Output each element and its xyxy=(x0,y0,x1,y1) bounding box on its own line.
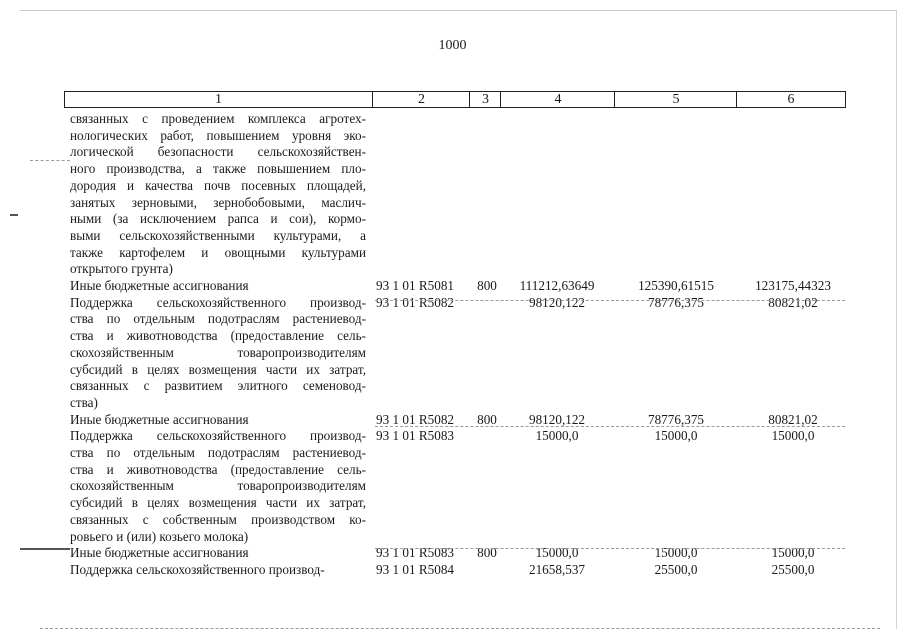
description-line: субсидий в целях возмещения части их затрат, xyxy=(70,495,366,511)
header-col-2: 2 xyxy=(372,92,470,107)
row-value-col4: 15000,0 xyxy=(535,545,579,561)
row-expense-type: 800 xyxy=(477,411,497,427)
description-line: скохозяйственным товаропроизводителям xyxy=(70,478,366,494)
row-description xyxy=(70,428,366,545)
row-code: 93 1 01 R5082 xyxy=(376,294,455,310)
header-col-3: 3 xyxy=(469,92,501,107)
scan-mark xyxy=(375,300,845,301)
row-description xyxy=(70,545,366,562)
description-line: дородия и качества почв посевных площадей, xyxy=(70,177,366,193)
row-value-col4: 15000,0 xyxy=(535,428,579,444)
header-col-6: 6 xyxy=(736,92,845,107)
row-code: 93 1 01 R5081 xyxy=(376,278,455,293)
description-line: открытого грунта) xyxy=(70,261,173,277)
description-line: ства по отдельным подотраслям растениевод- xyxy=(70,311,366,327)
scan-mark xyxy=(10,214,18,216)
description-line: Поддержка сельскохозяйственного производ- xyxy=(70,294,366,310)
row-value-col5: 125390,61515 xyxy=(638,278,714,293)
row-value-col4: 98120,122 xyxy=(528,294,586,310)
description-line: Иные бюджетные ассигнования xyxy=(70,545,249,561)
row-value-col5: 25500,0 xyxy=(654,561,698,577)
description-line: связанных с проведением комплекса агротех- xyxy=(70,111,366,126)
row-description xyxy=(70,562,366,579)
description-line: нологических работ, повышением уровня эко- xyxy=(70,127,366,143)
row-description xyxy=(70,412,366,429)
description-line: связанных с развитием элитного семеновод- xyxy=(70,378,366,394)
row-description xyxy=(70,111,366,278)
header-col-5: 5 xyxy=(614,92,737,107)
description-line: ства и животноводства (предоставление сель- xyxy=(70,328,366,344)
row-value-col5: 15000,0 xyxy=(654,428,698,444)
description-line: логической безопасности сельскохозяйствен- xyxy=(70,144,366,160)
description-line: Поддержка сельскохозяйственного производ- xyxy=(70,561,325,577)
row-description xyxy=(70,278,366,295)
row-value-col5: 78776,375 xyxy=(647,294,705,310)
description-line: ства) xyxy=(70,394,98,410)
row-value-col5: 15000,0 xyxy=(654,545,698,561)
description-line: выми сельскохозяйственными культурами, а xyxy=(70,227,366,243)
row-value-col4: 111212,63649 xyxy=(519,278,595,293)
page-number: 1000 xyxy=(438,38,467,53)
row-description xyxy=(70,295,366,412)
table-header-row xyxy=(64,91,846,108)
row-value-col4: 98120,122 xyxy=(528,411,586,427)
scan-mark xyxy=(375,548,845,549)
row-code: 93 1 01 R5083 xyxy=(376,545,455,561)
row-value-col4: 21658,537 xyxy=(528,561,586,577)
row-code: 93 1 01 R5082 xyxy=(376,411,455,427)
scan-mark xyxy=(375,426,845,427)
description-line: Иные бюджетные ассигнования xyxy=(70,411,249,427)
row-value-col6: 25500,0 xyxy=(771,561,815,577)
description-line: ными (за исключением рапса и сои), кормо- xyxy=(70,211,366,227)
row-value-col5: 78776,375 xyxy=(647,411,705,427)
description-line: Иные бюджетные ассигнования xyxy=(70,278,249,293)
description-line: связанных с собственным производством ко- xyxy=(70,511,366,527)
description-line: ного производства, а также повышением пло- xyxy=(70,161,366,177)
scan-mark xyxy=(40,628,880,629)
row-value-col6: 80821,02 xyxy=(768,294,818,310)
row-value-col6: 15000,0 xyxy=(771,545,815,561)
header-col-1: 1 xyxy=(215,92,222,107)
description-line: скохозяйственным товаропроизводителям xyxy=(70,344,366,360)
row-value-col6: 80821,02 xyxy=(768,411,818,427)
row-value-col6: 15000,0 xyxy=(771,428,815,444)
description-line: ства по отдельным подотраслям растениевод- xyxy=(70,445,366,460)
scan-mark xyxy=(30,160,70,161)
header-col-4: 4 xyxy=(500,92,615,107)
row-expense-type: 800 xyxy=(477,278,497,293)
row-code: 93 1 01 R5083 xyxy=(376,428,455,444)
description-line: ства и животноводства (предоставление сель- xyxy=(70,461,366,477)
description-line: субсидий в целях возмещения части их затрат, xyxy=(70,361,366,377)
scan-mark xyxy=(20,548,70,550)
row-value-col6: 123175,44323 xyxy=(755,278,831,293)
description-line: Поддержка сельскохозяйственного производ- xyxy=(70,428,366,444)
description-line: также картофелем и овощными культурами xyxy=(70,244,366,260)
description-line: ровьего и (или) козьего молока) xyxy=(70,528,249,544)
description-line: занятых зерновыми, зернобобовыми, маслич- xyxy=(70,194,366,210)
row-expense-type: 800 xyxy=(477,545,497,561)
row-code: 93 1 01 R5084 xyxy=(376,561,455,577)
